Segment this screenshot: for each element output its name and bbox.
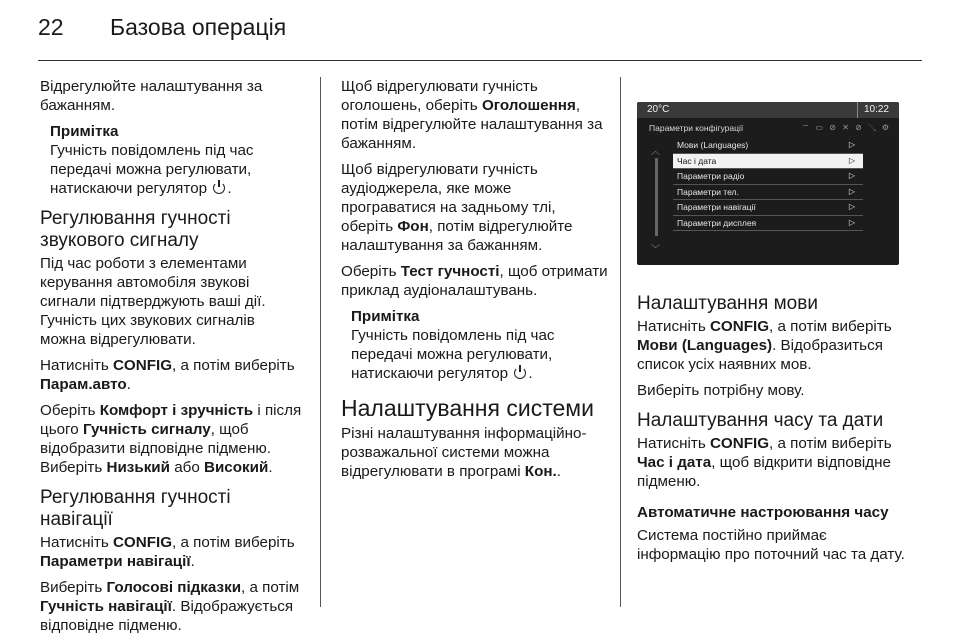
screen-menu-item: Мови (Languages) ▷ [673, 138, 863, 154]
infotainment-screen-image [637, 102, 899, 265]
power-knob-icon [213, 182, 225, 194]
note [351, 307, 609, 383]
chevron-right-icon: ▷ [848, 202, 855, 211]
paragraph: Щоб відрегулювати гучність оголошень, оберіть Оголошення, потім відрегулюйте налаштування за бажанням. [341, 78, 603, 152]
paragraph: Під час роботи з елементами керування автомобіля звукові сигнали підтверджують ваші дії. Гучність цих звукових сигналів можна відрегулювати. [40, 255, 266, 348]
paragraph: Відрегулюйте налаштування за бажанням. [40, 78, 263, 114]
heading-time-date: Налаштування часу та дати [637, 410, 884, 431]
chevron-right-icon: ▷ [848, 155, 855, 165]
note-text: Гучність повідомлень під час передачі можна регулювати, натискаючи регулятор . [351, 327, 555, 382]
column-divider [620, 77, 621, 607]
column-middle [341, 77, 609, 488]
chevron-right-icon: ▷ [848, 186, 855, 196]
heading-auto-time: Автоматичне настроювання часу [637, 504, 889, 521]
scroll-down-icon: ﹀ [651, 244, 661, 254]
paragraph: Різні налаштування інформаційно-розважальної системи можна відрегулювати в програмі Кон.. [341, 425, 587, 480]
paragraph: Виберіть потрібну мову. [637, 382, 805, 399]
screen-menu-item: Параметри радіо ▷ [673, 169, 863, 185]
column-divider [320, 77, 321, 607]
column-left [40, 77, 302, 642]
screen-menu-item: Параметри навігації ▷ [673, 200, 863, 216]
scroll-up-icon: ︿ [651, 146, 661, 156]
heading-navigation-volume: Регулювання гучності навігації [40, 487, 231, 530]
paragraph: Щоб відрегулювати гучність аудіоджерела, яке може програватися на задньому тлі, оберіть Фон, потім відрегулюйте налаштування за бажанням. [341, 161, 573, 254]
paragraph: Натисніть CONFIG, а потім виберіть Параметри навігації. [40, 534, 295, 570]
note [50, 122, 302, 198]
chevron-right-icon: ▷ [848, 140, 855, 149]
screen-subtitle: Параметри конфігурації ⌔ ▭ ⊘ ✕ ⊘ ↘ ⚙ [649, 123, 891, 133]
paragraph: Натисніть CONFIG, а потім виберіть Мови (Languages). Відобразиться список усіх наявних мов. [637, 318, 892, 373]
screen-menu-item: Параметри дисплея ▷ [673, 216, 863, 232]
power-knob-icon [514, 367, 526, 379]
heading-system-settings: Налаштування системи [341, 395, 594, 421]
screen-menu-list [673, 138, 863, 231]
header-divider [38, 60, 922, 61]
page-number: 22 [38, 14, 64, 40]
chevron-right-icon: ▷ [848, 217, 855, 227]
column-right [637, 293, 907, 571]
note-title: Примітка [50, 123, 119, 140]
paragraph: Натисніть CONFIG, а потім виберіть Час і дата, щоб відкрити відповідне підменю. [637, 435, 892, 490]
paragraph: Система постійно приймає інформацію про поточний час та дату. [637, 527, 905, 563]
screen-clock: 10:22 [857, 102, 889, 118]
screen-status-bar [637, 102, 899, 118]
screen-temperature: 20°C [647, 104, 670, 115]
heading-language: Налаштування мови [637, 293, 818, 314]
screen-status-icons: ⌔ ▭ ⊘ ✕ ⊘ ↘ ⚙ [801, 123, 891, 132]
screen-scrollbar [655, 158, 658, 236]
paragraph: Натисніть CONFIG, а потім виберіть Парам.авто. [40, 357, 295, 393]
paragraph: Виберіть Голосові підказки, а потім Гучність навігації. Відображується відповідне підменю. [40, 579, 300, 634]
note-text: Гучність повідомлень під час передачі можна регулювати, натискаючи регулятор . [50, 142, 254, 197]
page-title: Базова операція [110, 14, 287, 40]
paragraph: Оберіть Комфорт і зручність і після цього Гучність сигналу, щоб відобразити відповідне підменю. Виберіть Низький або Високий. [40, 402, 302, 476]
paragraph: Оберіть Тест гучності, щоб отримати приклад аудіоналаштувань. [341, 263, 608, 299]
page-header [38, 14, 286, 50]
screen-menu-item: Параметри тел. ▷ [673, 185, 863, 201]
note-title: Примітка [351, 308, 420, 325]
heading-warning-chime: Регулювання гучності звукового сигналу [40, 208, 231, 251]
screen-menu-item-selected: Час і дата ▷ [673, 154, 863, 170]
chevron-right-icon: ▷ [848, 171, 855, 180]
